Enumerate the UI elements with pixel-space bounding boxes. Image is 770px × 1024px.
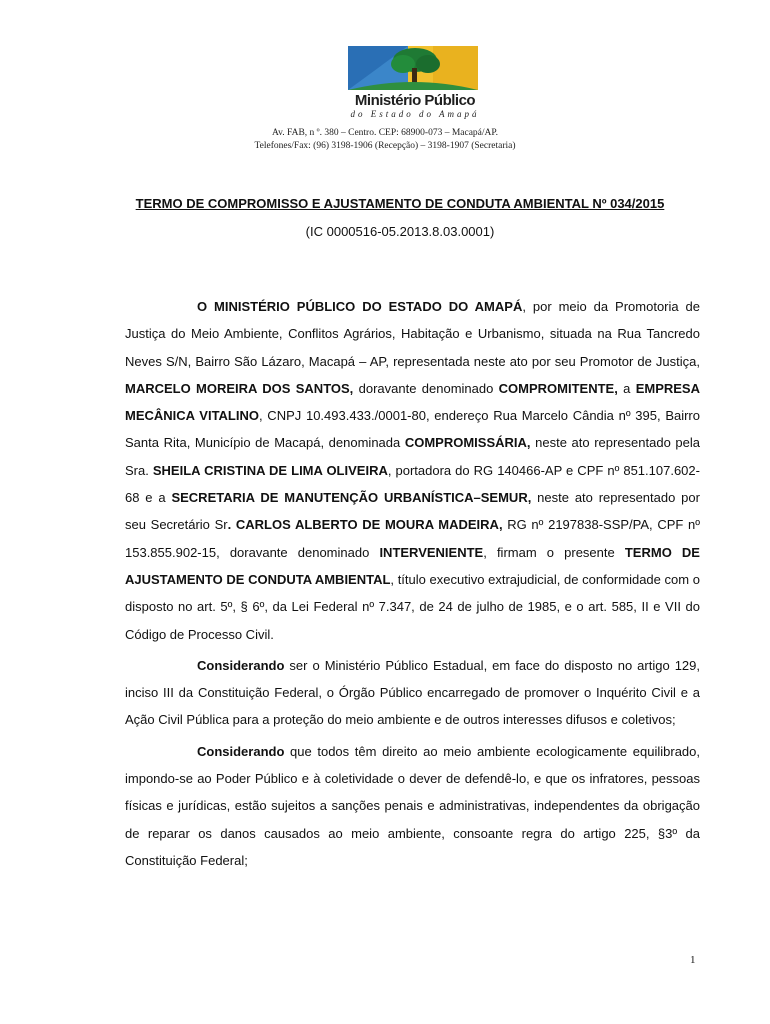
role-label: COMPROMITENTE, xyxy=(498,380,618,396)
paragraph-text: a xyxy=(617,380,636,396)
paragraph-considerando-2 xyxy=(125,738,700,874)
paragraph-text: , portadora do RG 140466-AP e CPF nº 851.107.602-68 e a xyxy=(125,462,700,506)
role-label: INTERVENIENTE xyxy=(379,544,484,560)
secretariat-name: SECRETARIA DE MANUTENÇÃO URBANÍSTICA–SEMUR, xyxy=(171,490,532,506)
paragraph-text: RG nº 2197838-SSP/PA, CPF nº 153.855.902-15, doravante denominado xyxy=(125,517,700,560)
logo-subtitle: do Estado do Amapá xyxy=(350,109,480,119)
company-name: EMPRESA MECÂNICA VITALINO xyxy=(125,380,700,424)
considerando-label: Considerando xyxy=(197,743,285,759)
document-title: TERMO DE COMPROMISSO E AJUSTAMENTO DE CONDUTA AMBIENTAL Nº 034/2015 xyxy=(135,196,665,211)
considerando-label: Considerando xyxy=(197,657,285,673)
term-name: TERMO DE AJUSTAMENTO DE CONDUTA AMBIENTAL xyxy=(125,544,700,587)
promotor-name: MARCELO MOREIRA DOS SANTOS, xyxy=(125,380,354,396)
phone-line: Telefones/Fax: (96) 3198-1906 (Recepção) – 3198-1907 (Secretaria) xyxy=(254,141,516,151)
representative-name: SHEILA CRISTINA DE LIMA OLIVEIRA xyxy=(152,462,388,478)
paragraph-text: , título executivo extrajudicial, de conformidade com o disposto no art. 5º, § 6º, da Lei Federal nº 7.347, de 24 de julho de 1985, e o art. 585, II e VII do Código de Processo Civil. xyxy=(125,571,700,642)
document-body xyxy=(125,293,700,878)
secretary-name: . CARLOS ALBERTO DE MOURA MADEIRA, xyxy=(227,517,503,533)
role-label: COMPROMISSÁRIA, xyxy=(404,435,531,451)
paragraph-text: ser o Ministério Público Estadual, em face do disposto no artigo 129, inciso III da Constituição Federal, o Órgão Público encarregado de promover o Inquérito Civil e a Ação Civil Pública para a proteção do meio ambiente e de outros interesses difusos e coletivos; xyxy=(125,657,700,728)
document-subtitle: (IC 0000516-05.2013.8.03.0001) xyxy=(305,224,495,239)
paragraph-text: , por meio da Promotoria de Justiça do Meio Ambiente, Conflitos Agrários, Habitação e Urbanismo, situada na Rua Tancredo Neves S/N, Bairro São Lázaro, Macapá – AP, representada neste ato por seu Promotor de Justiça, xyxy=(125,299,700,369)
address-line: Av. FAB, n º. 380 – Centro. CEP: 68900-073 – Macapá/AP. xyxy=(271,128,498,138)
paragraph-text: neste ato representado pela Sra. xyxy=(125,435,700,478)
party-name: O MINISTÉRIO PÚBLICO DO ESTADO DO AMAPÁ xyxy=(197,299,523,314)
page-number: 1 xyxy=(690,954,696,966)
paragraph-text: que todos têm direito ao meio ambiente ecologicamente equilibrado, impondo-se ao Poder Público e à coletividade o dever de defendê-lo, e que os infratores, pessoas físicas e jurídicas, estão sujeitos a sanções penais e administrativas, independentes da obrigação de reparar os danos causados ao meio ambiente, consoante regra do artigo 225, §3º da Constituição Federal; xyxy=(125,743,700,868)
paragraph-text: , firmam o presente xyxy=(483,544,625,560)
paragraph-considerando-1 xyxy=(125,652,700,734)
paragraph-text: , CNPJ 10.493.433./0001-80, endereço Rua Marcelo Cândia nº 395, Bairro Santa Rita, Município de Macapá, denominada xyxy=(125,408,700,451)
logo-title: Ministério Público xyxy=(354,92,476,109)
paragraph-text: neste ato representado por seu Secretário Sr xyxy=(125,490,700,533)
paragraph-parties xyxy=(125,293,700,648)
paragraph-text: doravante denominado xyxy=(353,380,499,396)
